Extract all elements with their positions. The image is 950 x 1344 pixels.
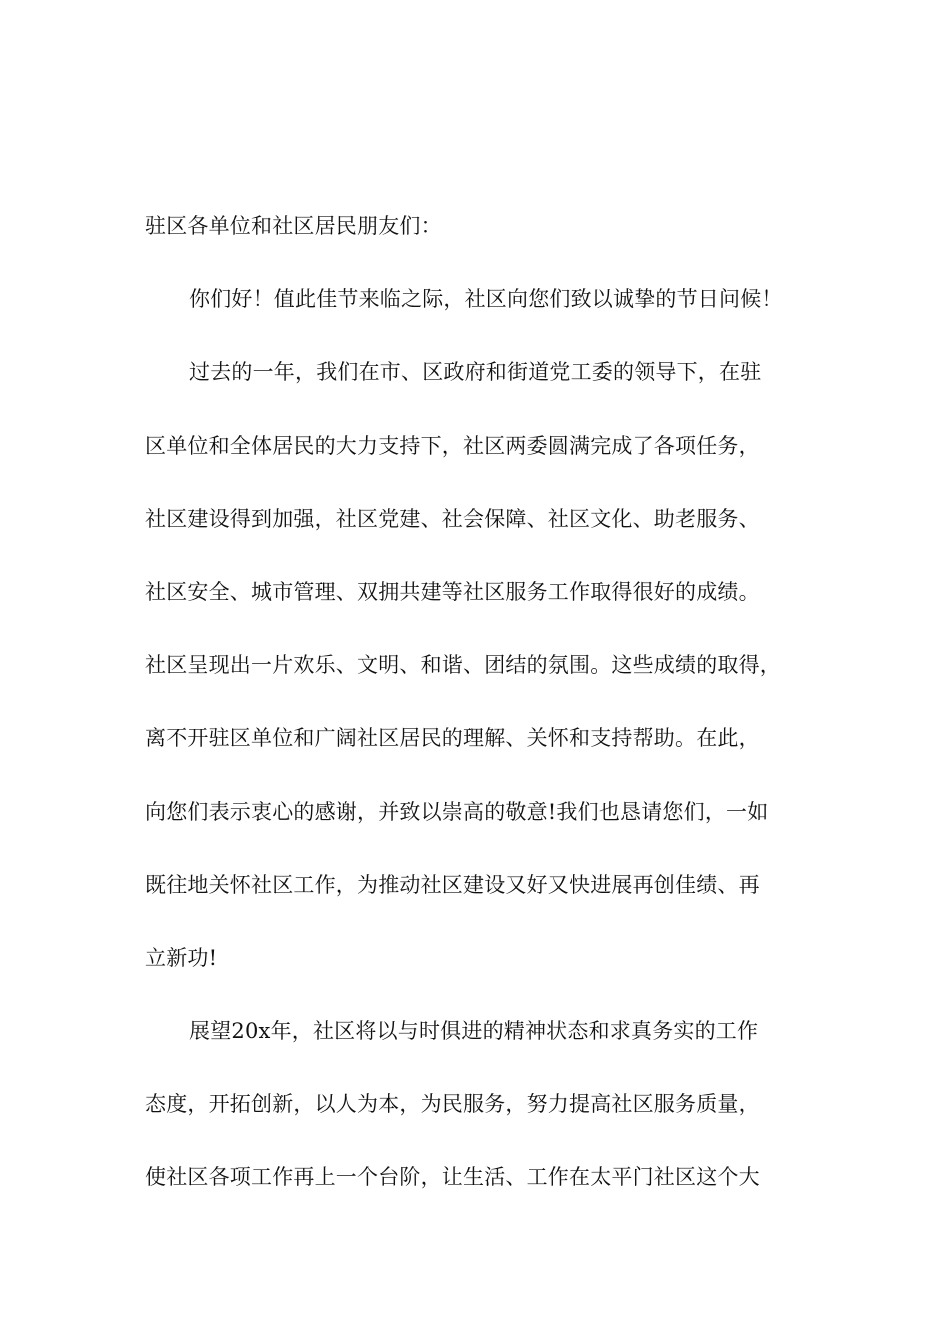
review-paragraph-line: 过去的一年，我们在市、区政府和街道党工委的领导下，在驻 xyxy=(189,360,762,385)
review-paragraph-line: 向您们表示衷心的感谢，并致以崇高的敬意!我们也恳请您们，一如 xyxy=(145,799,769,824)
review-paragraph-line: 离不开驻区单位和广阔社区居民的理解、关怀和支持帮助。在此， xyxy=(145,726,760,751)
review-paragraph-line: 立新功! xyxy=(145,945,218,970)
letter-body xyxy=(145,207,825,1232)
outlook-paragraph-line: 展望20x年，社区将以与时俱进的精神状态和求真务实的工作 xyxy=(189,1019,759,1044)
review-paragraph-line: 社区安全、城市管理、双拥共建等社区服务工作取得很好的成绩。 xyxy=(145,579,760,604)
review-paragraph-line: 社区建设得到加强，社区党建、社会保障、社区文化、助老服务、 xyxy=(145,506,760,531)
greeting-paragraph-line: 你们好！值此佳节来临之际，社区向您们致以诚挚的节日问候！ xyxy=(189,287,783,312)
review-paragraph-line: 社区呈现出一片欢乐、文明、和谐、团结的氛围。这些成绩的取得， xyxy=(145,653,781,678)
salutation-line: 驻区各单位和社区居民朋友们： xyxy=(145,214,442,238)
outlook-paragraph-line: 态度，开拓创新，以人为本，为民服务，努力提高社区服务质量， xyxy=(145,1092,760,1117)
review-paragraph-line: 既往地关怀社区工作，为推动社区建设又好又快进展再创佳绩、再 xyxy=(145,872,760,897)
outlook-paragraph-line: 使社区各项工作再上一个台阶，让生活、工作在太平门社区这个大 xyxy=(145,1165,760,1190)
review-paragraph-line: 区单位和全体居民的大力支持下，社区两委圆满完成了各项任务， xyxy=(145,433,760,458)
